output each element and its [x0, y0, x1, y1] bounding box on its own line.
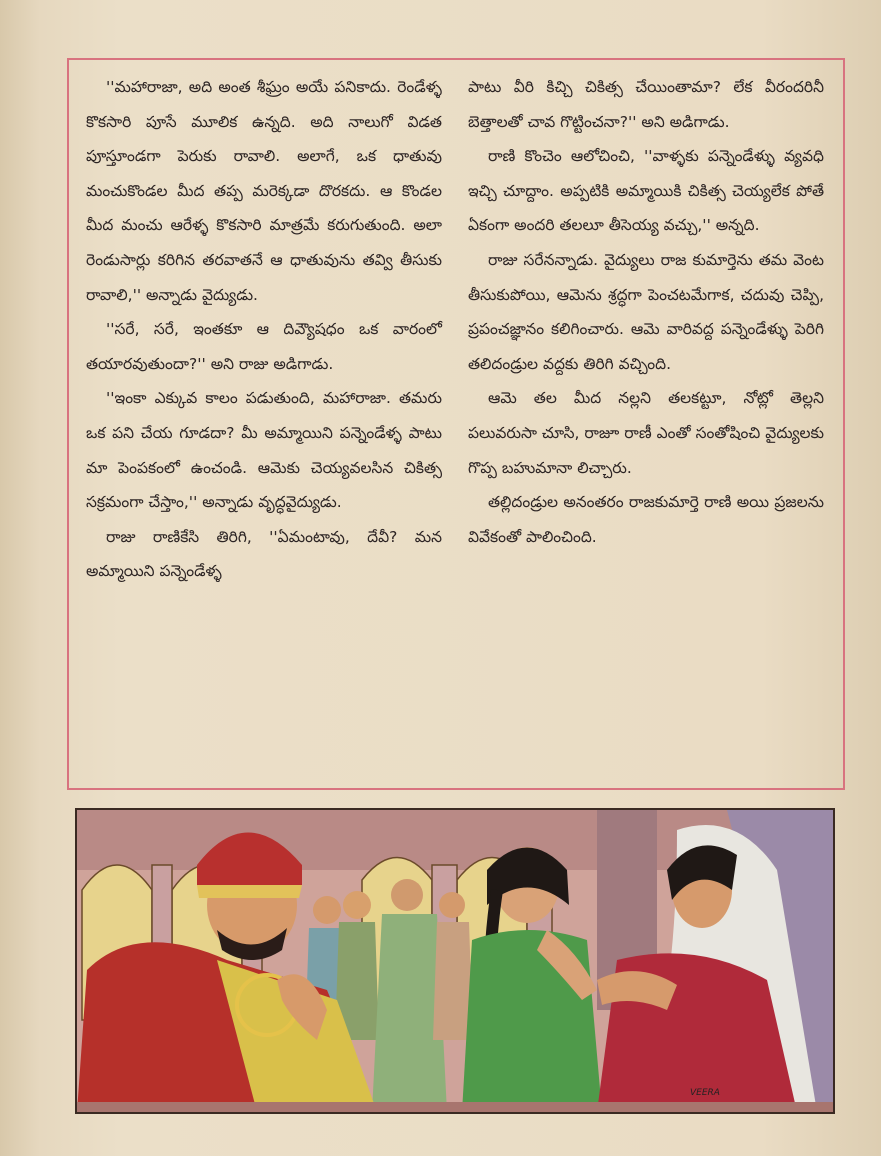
paragraph: ''ఇంకా ఎక్కువ కాలం పడుతుంది, మహారాజా. తమరు ఒక పని చేయ గూడదా? మీ అమ్మాయిని పన్నెండేళ్ళ పాటు మా పెంపకంలో ఉంచండి. ఆమెకు చెయ్యవలసిన చికిత్స సక్రమంగా చేస్తాం,'' అన్నాడు వృద్ధవైద్యుడు.	[86, 389, 442, 512]
artist-signature: VEERA	[690, 1088, 720, 1098]
paragraph: రాణి కొంచెం ఆలోచించి, ''వాళ్ళకు పన్నెండేళ్ళు వ్యవధి ఇచ్చి చూద్దాం. అప్పటికి అమ్మాయికి చికిత్స చెయ్యలేక పోతే ఏకంగా అందరి తలలూ తీసెయ్య వచ్చు,'' అన్నది.	[468, 147, 824, 235]
paragraph: రాజు రాణికేసి తిరిగి, ''ఏమంటావు, దేవీ? మన అమ్మాయిని పన్నెండేళ్ళ	[86, 527, 442, 581]
paragraph: ఆమె తల మీద నల్లని తలకట్టూ, నోట్లో తెల్లని పలువరుసా చూసి, రాజూ రాణీ ఎంతో సంతోషించి వైద్యులకు గొప్ప బహుమానా లిచ్చారు.	[468, 389, 824, 477]
story-illustration	[75, 808, 835, 1114]
paragraph: ''సరే, సరే, ఇంతకూ ఆ దివ్యౌషధం ఒక వారంలో తయారవుతుందా?'' అని రాజు అడిగాడు.	[86, 320, 442, 373]
paragraph: పాటు వీరి కిచ్చి చికిత్స చేయింతామా? లేక వీరందరినీ బెత్తాలతో చావ గొట్టించనా?'' అని అడిగాడు.	[468, 78, 824, 131]
text-column-left	[86, 70, 442, 589]
paragraph: రాజు సరేనన్నాడు. వైద్యులు రాజ కుమార్తెను తమ వెంట తీసుకుపోయి, ఆమెను శ్రద్ధగా పెంచటమేగాక, చదువు చెప్పి, ప్రపంచజ్ఞానం కలిగించారు. ఆమె వారివద్ద పన్నెండేళ్ళు పెరిగి తలిదండ్రుల వద్దకు తిరిగి వచ్చింది.	[468, 250, 824, 373]
paragraph: ''మహారాజా, అది అంత శీఘ్రం అయే పనికాదు. రెండేళ్ళ కొకసారి పూసే మూలిక ఉన్నది. అది నాలుగో విడత పూస్తూండగా పెరుకు రావాలి. అలాగే, ఒక ధాతువు మంచుకొండల మీద తప్ప మరెక్కడా దొరకదు. ఆ కొండల మీద మంచు ఆరేళ్ళ కొకసారి మాత్రమే కరుగుతుంది. అలా రెండుసార్లు కరిగిన తరవాతనే ఆ ధాతువును తవ్వి తీసుకు రావాలి,'' అన్నాడు వైద్యుడు.	[86, 78, 442, 304]
text-column-right	[468, 70, 824, 554]
paragraph: తల్లిదండ్రుల అనంతరం రాజకుమార్తె రాణి అయి ప్రజలను వివేకంతో పాలించింది.	[468, 493, 824, 546]
